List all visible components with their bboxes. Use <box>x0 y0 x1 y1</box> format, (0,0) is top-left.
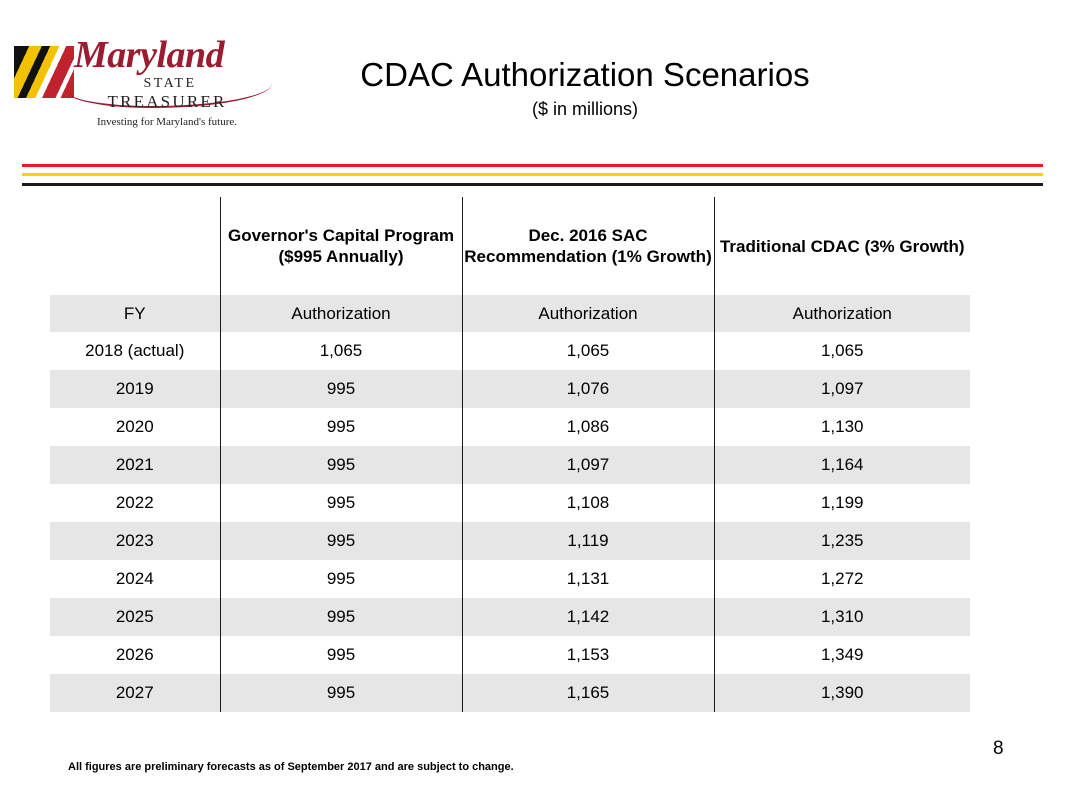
logo-treasurer-text: TREASURER <box>107 92 227 111</box>
cell-traditional: 1,097 <box>714 370 970 408</box>
decorative-rule-group <box>22 164 1043 190</box>
maryland-state-treasurer-logo <box>12 36 274 134</box>
header-cell-blank <box>50 197 220 295</box>
cell-traditional: 1,272 <box>714 560 970 598</box>
cdac-authorization-table <box>50 197 970 712</box>
slide-header <box>0 0 1073 150</box>
header-cell-governor: Governor's Capital Program ($995 Annually) <box>220 197 462 295</box>
rule-yellow <box>22 173 1043 176</box>
table-row <box>50 560 970 598</box>
table-row <box>50 370 970 408</box>
table-body <box>50 332 970 712</box>
table-row <box>50 484 970 522</box>
page-number: 8 <box>993 738 1004 759</box>
cell-sac: 1,142 <box>462 598 714 636</box>
logo-tagline-text: Investing for Maryland's future. <box>96 116 238 128</box>
cell-fy: 2021 <box>50 446 220 484</box>
cell-traditional: 1,235 <box>714 522 970 560</box>
cell-traditional: 1,349 <box>714 636 970 674</box>
cell-sac: 1,119 <box>462 522 714 560</box>
cell-governor: 995 <box>220 484 462 522</box>
rule-black <box>22 183 1043 186</box>
cell-fy: 2025 <box>50 598 220 636</box>
maryland-flag-icon <box>12 44 76 100</box>
cell-sac: 1,086 <box>462 408 714 446</box>
cell-fy: 2023 <box>50 522 220 560</box>
cell-sac: 1,165 <box>462 674 714 712</box>
table-row <box>50 408 970 446</box>
cell-sac: 1,108 <box>462 484 714 522</box>
cell-fy: 2019 <box>50 370 220 408</box>
cell-fy: 2027 <box>50 674 220 712</box>
cell-governor: 1,065 <box>220 332 462 370</box>
subheader-cell-auth-traditional: Authorization <box>714 295 970 332</box>
cell-governor: 995 <box>220 370 462 408</box>
logo-script-text: Maryland <box>74 34 225 76</box>
cell-sac: 1,076 <box>462 370 714 408</box>
cell-fy: 2026 <box>50 636 220 674</box>
cell-sac: 1,065 <box>462 332 714 370</box>
cell-traditional: 1,199 <box>714 484 970 522</box>
cell-traditional: 1,310 <box>714 598 970 636</box>
page-title: CDAC Authorization Scenarios <box>360 56 810 93</box>
header-cell-sac: Dec. 2016 SAC Recommendation (1% Growth) <box>462 197 714 295</box>
cell-governor: 995 <box>220 674 462 712</box>
header-cell-traditional: Traditional CDAC (3% Growth) <box>714 197 970 295</box>
cell-governor: 995 <box>220 522 462 560</box>
cell-traditional: 1,065 <box>714 332 970 370</box>
cell-governor: 995 <box>220 598 462 636</box>
table-row <box>50 636 970 674</box>
rule-red <box>22 164 1043 167</box>
table-row <box>50 446 970 484</box>
title-block <box>275 55 895 121</box>
cell-traditional: 1,390 <box>714 674 970 712</box>
cell-fy: 2018 (actual) <box>50 332 220 370</box>
cell-governor: 995 <box>220 560 462 598</box>
cell-sac: 1,131 <box>462 560 714 598</box>
cell-governor: 995 <box>220 446 462 484</box>
cell-governor: 995 <box>220 636 462 674</box>
cell-traditional: 1,164 <box>714 446 970 484</box>
footnote: All figures are preliminary forecasts as of September 2017 and are subject to change. <box>68 761 514 773</box>
subheader-cell-fy: FY <box>50 295 220 332</box>
table-row <box>50 674 970 712</box>
cell-fy: 2020 <box>50 408 220 446</box>
page-subtitle: ($ in millions) <box>531 99 639 119</box>
table-header-row-subheads <box>50 295 970 332</box>
cell-fy: 2022 <box>50 484 220 522</box>
table-header-row-scenarios <box>50 197 970 295</box>
logo-state-text: STATE <box>143 76 197 91</box>
subheader-cell-auth-governor: Authorization <box>220 295 462 332</box>
table-row <box>50 522 970 560</box>
cell-traditional: 1,130 <box>714 408 970 446</box>
cell-fy: 2024 <box>50 560 220 598</box>
table-row <box>50 332 970 370</box>
subheader-cell-auth-sac: Authorization <box>462 295 714 332</box>
cell-sac: 1,097 <box>462 446 714 484</box>
cell-governor: 995 <box>220 408 462 446</box>
table-row <box>50 598 970 636</box>
cell-sac: 1,153 <box>462 636 714 674</box>
